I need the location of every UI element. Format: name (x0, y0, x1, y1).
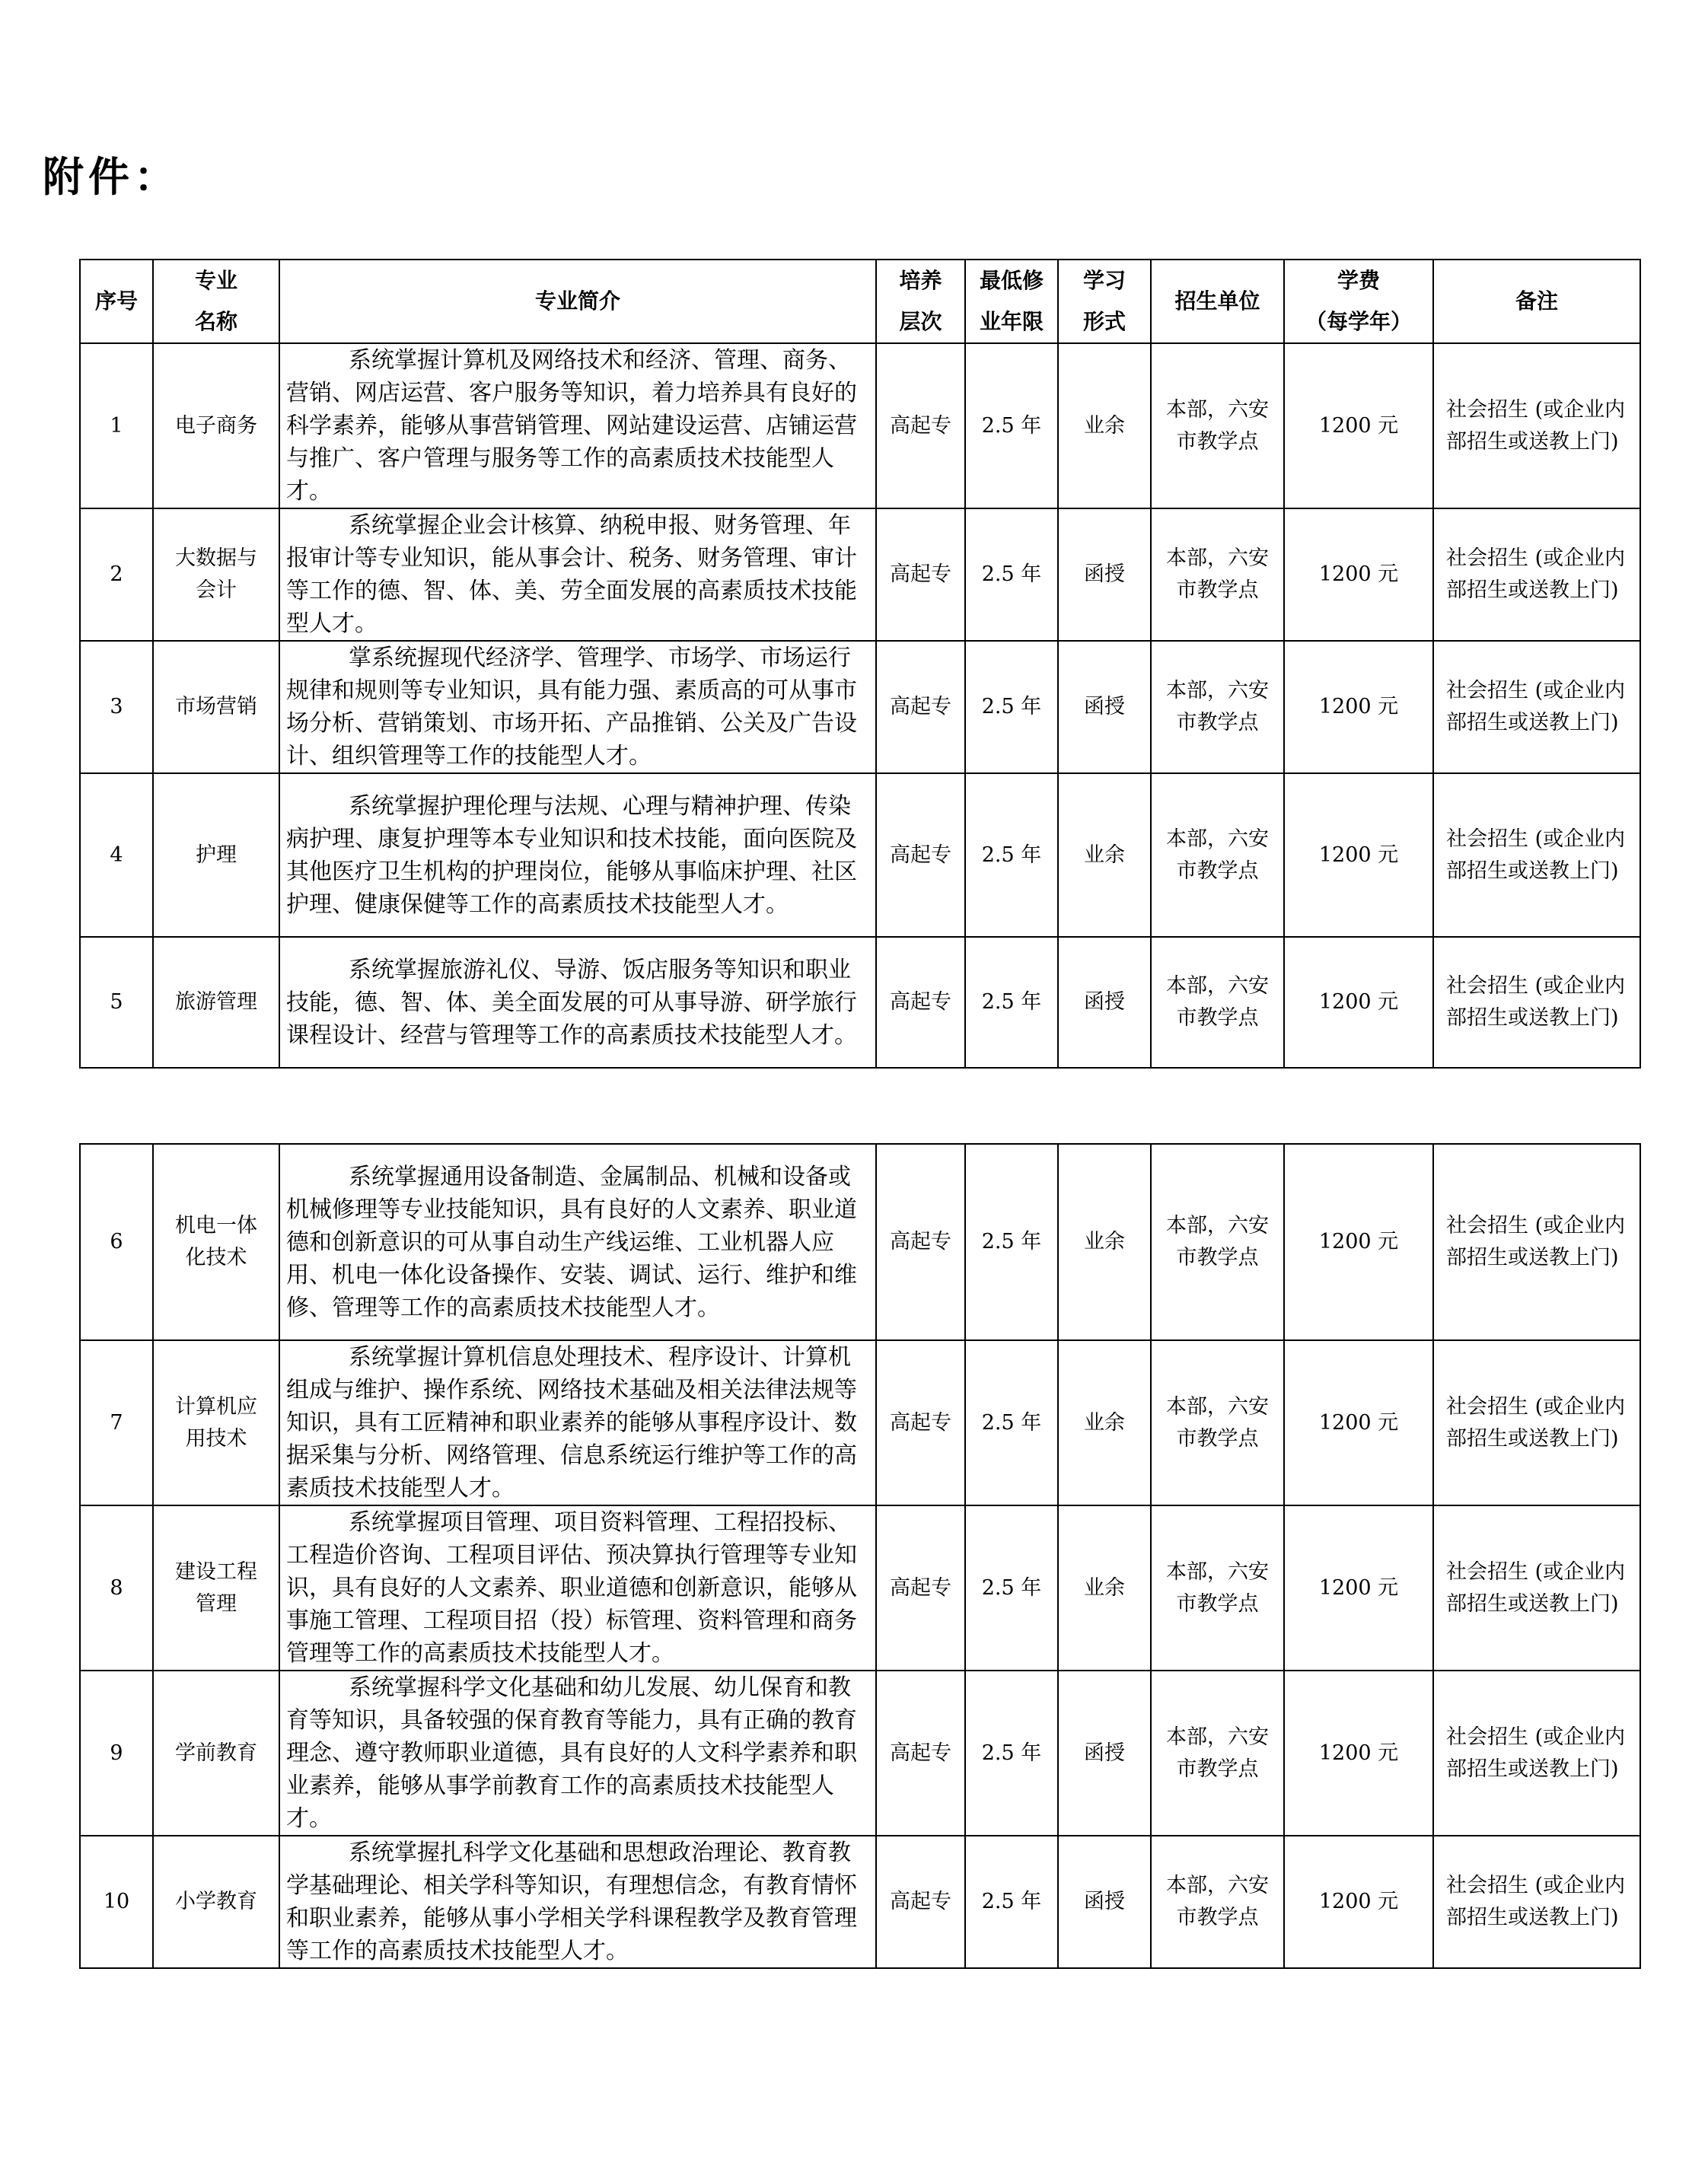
row-remark: 社会招生 (或企业内 部招生或送教上门) (1433, 1671, 1640, 1836)
row-level: 高起专 (876, 508, 965, 641)
row-major-name: 小学教育 (153, 1836, 279, 1968)
table-row (80, 343, 1640, 508)
row-index: 6 (80, 1144, 153, 1340)
row-unit: 本部，六安 市教学点 (1151, 1505, 1284, 1671)
row-fee: 1200 元 (1284, 1671, 1433, 1836)
row-unit: 本部，六安 市教学点 (1151, 773, 1284, 937)
row-level: 高起专 (876, 1836, 965, 1968)
row-form: 业余 (1058, 773, 1151, 937)
row-unit: 本部，六安 市教学点 (1151, 641, 1284, 773)
row-unit: 本部，六安 市教学点 (1151, 1144, 1284, 1340)
row-remark: 社会招生 (或企业内 部招生或送教上门) (1433, 1505, 1640, 1671)
row-unit: 本部，六安 市教学点 (1151, 1340, 1284, 1505)
row-intro: 系统掌握计算机及网络技术和经济、管理、商务、营销、网店运营、客户服务等知识，着力培养具有良好的科学素养，能够从事营销管理、网站建设运营、店铺运营与推广、客户管理与服务等工作的高素质技术技能型人才。 (279, 343, 876, 508)
row-remark: 社会招生 (或企业内 部招生或送教上门) (1433, 508, 1640, 641)
row-index: 3 (80, 641, 153, 773)
row-intro: 系统掌握企业会计核算、纳税申报、财务管理、年报审计等专业知识，能从事会计、税务、财务管理、审计等工作的德、智、体、美、劳全面发展的高素质技术技能型人才。 (279, 508, 876, 641)
row-index: 10 (80, 1836, 153, 1968)
row-index: 1 (80, 343, 153, 508)
row-intro: 掌系统握现代经济学、管理学、市场学、市场运行规律和规则等专业知识，具有能力强、素质高的可从事市场分析、营销策划、市场开拓、产品推销、公关及广告设计、组织管理等工作的技能型人才。 (279, 641, 876, 773)
row-intro: 系统掌握计算机信息处理技术、程序设计、计算机组成与维护、操作系统、网络技术基础及相关法律法规等知识，具有工匠精神和职业素养的能够从事程序设计、数据采集与分析、网络管理、信息系统运行维护等工作的高素质技术技能型人才。 (279, 1340, 876, 1505)
row-level: 高起专 (876, 1340, 965, 1505)
page-heading: 附件： (43, 153, 180, 201)
row-fee: 1200 元 (1284, 343, 1433, 508)
table-row (80, 1836, 1640, 1968)
row-index: 8 (80, 1505, 153, 1671)
header-remark: 备注 (1433, 260, 1640, 343)
row-fee: 1200 元 (1284, 1505, 1433, 1671)
row-index: 7 (80, 1340, 153, 1505)
row-major-name: 电子商务 (153, 343, 279, 508)
row-years: 2.5 年 (965, 773, 1058, 937)
row-intro: 系统掌握护理伦理与法规、心理与精神护理、传染病护理、康复护理等本专业知识和技术技能，面向医院及其他医疗卫生机构的护理岗位，能够从事临床护理、社区护理、健康保健等工作的高素质技术技能型人才。 (279, 773, 876, 937)
row-index: 9 (80, 1671, 153, 1836)
row-form: 业余 (1058, 1505, 1151, 1671)
row-remark: 社会招生 (或企业内 部招生或送教上门) (1433, 1144, 1640, 1340)
row-major-name: 学前教育 (153, 1671, 279, 1836)
row-remark: 社会招生 (或企业内 部招生或送教上门) (1433, 641, 1640, 773)
row-form: 函授 (1058, 1671, 1151, 1836)
row-years: 2.5 年 (965, 937, 1058, 1068)
row-remark: 社会招生 (或企业内 部招生或送教上门) (1433, 343, 1640, 508)
table-row (80, 1505, 1640, 1671)
row-unit: 本部，六安 市教学点 (1151, 1671, 1284, 1836)
row-level: 高起专 (876, 343, 965, 508)
row-fee: 1200 元 (1284, 641, 1433, 773)
row-fee: 1200 元 (1284, 1836, 1433, 1968)
header-form: 学习 形式 (1058, 260, 1151, 343)
row-unit: 本部，六安 市教学点 (1151, 1836, 1284, 1968)
row-major-name: 市场营销 (153, 641, 279, 773)
header-intro: 专业简介 (279, 260, 876, 343)
row-major-name: 大数据与 会计 (153, 508, 279, 641)
table-header-row (80, 260, 1640, 343)
row-years: 2.5 年 (965, 641, 1058, 773)
row-unit: 本部，六安 市教学点 (1151, 508, 1284, 641)
row-major-name: 护理 (153, 773, 279, 937)
row-years: 2.5 年 (965, 1340, 1058, 1505)
row-intro: 系统掌握项目管理、项目资料管理、工程招投标、工程造价咨询、工程项目评估、预决算执行管理等专业知识，具有良好的人文素养、职业道德和创新意识，能够从事施工管理、工程项目招（投）标管理、资料管理和商务管理等工作的高素质技术技能型人才。 (279, 1505, 876, 1671)
row-years: 2.5 年 (965, 508, 1058, 641)
row-level: 高起专 (876, 641, 965, 773)
row-intro: 系统掌握旅游礼仪、导游、饭店服务等知识和职业技能，德、智、体、美全面发展的可从事导游、研学旅行课程设计、经营与管理等工作的高素质技术技能型人才。 (279, 937, 876, 1068)
header-level: 培养 层次 (876, 260, 965, 343)
row-major-name: 机电一体 化技术 (153, 1144, 279, 1340)
row-fee: 1200 元 (1284, 1144, 1433, 1340)
row-remark: 社会招生 (或企业内 部招生或送教上门) (1433, 1340, 1640, 1505)
row-remark: 社会招生 (或企业内 部招生或送教上门) (1433, 773, 1640, 937)
row-level: 高起专 (876, 1144, 965, 1340)
row-major-name: 计算机应 用技术 (153, 1340, 279, 1505)
row-form: 函授 (1058, 1836, 1151, 1968)
row-intro: 系统掌握通用设备制造、金属制品、机械和设备或机械修理等专业技能知识，具有良好的人文素养、职业道德和创新意识的可从事自动生产线运维、工业机器人应用、机电一体化设备操作、安装、调试、运行、维护和维修、管理等工作的高素质技术技能型人才。 (279, 1144, 876, 1340)
row-years: 2.5 年 (965, 343, 1058, 508)
row-years: 2.5 年 (965, 1505, 1058, 1671)
majors-table-part-2 (79, 1143, 1641, 1969)
row-fee: 1200 元 (1284, 773, 1433, 937)
table-row (80, 1671, 1640, 1836)
table-row (80, 937, 1640, 1068)
row-unit: 本部，六安 市教学点 (1151, 937, 1284, 1068)
row-level: 高起专 (876, 773, 965, 937)
row-years: 2.5 年 (965, 1144, 1058, 1340)
row-fee: 1200 元 (1284, 1340, 1433, 1505)
row-level: 高起专 (876, 937, 965, 1068)
header-major-name: 专业 名称 (153, 260, 279, 343)
row-form: 函授 (1058, 508, 1151, 641)
table-row (80, 508, 1640, 641)
row-form: 业余 (1058, 1340, 1151, 1505)
header-years: 最低修 业年限 (965, 260, 1058, 343)
row-years: 2.5 年 (965, 1671, 1058, 1836)
row-fee: 1200 元 (1284, 508, 1433, 641)
row-index: 4 (80, 773, 153, 937)
row-form: 业余 (1058, 1144, 1151, 1340)
row-major-name: 建设工程 管理 (153, 1505, 279, 1671)
row-remark: 社会招生 (或企业内 部招生或送教上门) (1433, 937, 1640, 1068)
header-fee: 学费 （每学年） (1284, 260, 1433, 343)
row-years: 2.5 年 (965, 1836, 1058, 1968)
table-row (80, 773, 1640, 937)
header-unit: 招生单位 (1151, 260, 1284, 343)
table-row (80, 641, 1640, 773)
row-intro: 系统掌握科学文化基础和幼儿发展、幼儿保育和教育等知识，具备较强的保育教育等能力，具有正确的教育理念、遵守教师职业道德，具有良好的人文科学素养和职业素养，能够从事学前教育工作的高素质技术技能型人才。 (279, 1671, 876, 1836)
row-form: 函授 (1058, 641, 1151, 773)
table-row (80, 1340, 1640, 1505)
row-index: 2 (80, 508, 153, 641)
header-index: 序号 (80, 260, 153, 343)
row-intro: 系统掌握扎科学文化基础和思想政治理论、教育教学基础理论、相关学科等知识，有理想信念，有教育情怀和职业素养，能够从事小学相关学科课程教学及教育管理等工作的高素质技术技能型人才。 (279, 1836, 876, 1968)
row-form: 业余 (1058, 343, 1151, 508)
majors-table-part-1 (79, 259, 1641, 1069)
row-major-name: 旅游管理 (153, 937, 279, 1068)
table-row (80, 1144, 1640, 1340)
row-index: 5 (80, 937, 153, 1068)
row-remark: 社会招生 (或企业内 部招生或送教上门) (1433, 1836, 1640, 1968)
row-fee: 1200 元 (1284, 937, 1433, 1068)
row-level: 高起专 (876, 1505, 965, 1671)
row-form: 函授 (1058, 937, 1151, 1068)
row-level: 高起专 (876, 1671, 965, 1836)
row-unit: 本部，六安 市教学点 (1151, 343, 1284, 508)
